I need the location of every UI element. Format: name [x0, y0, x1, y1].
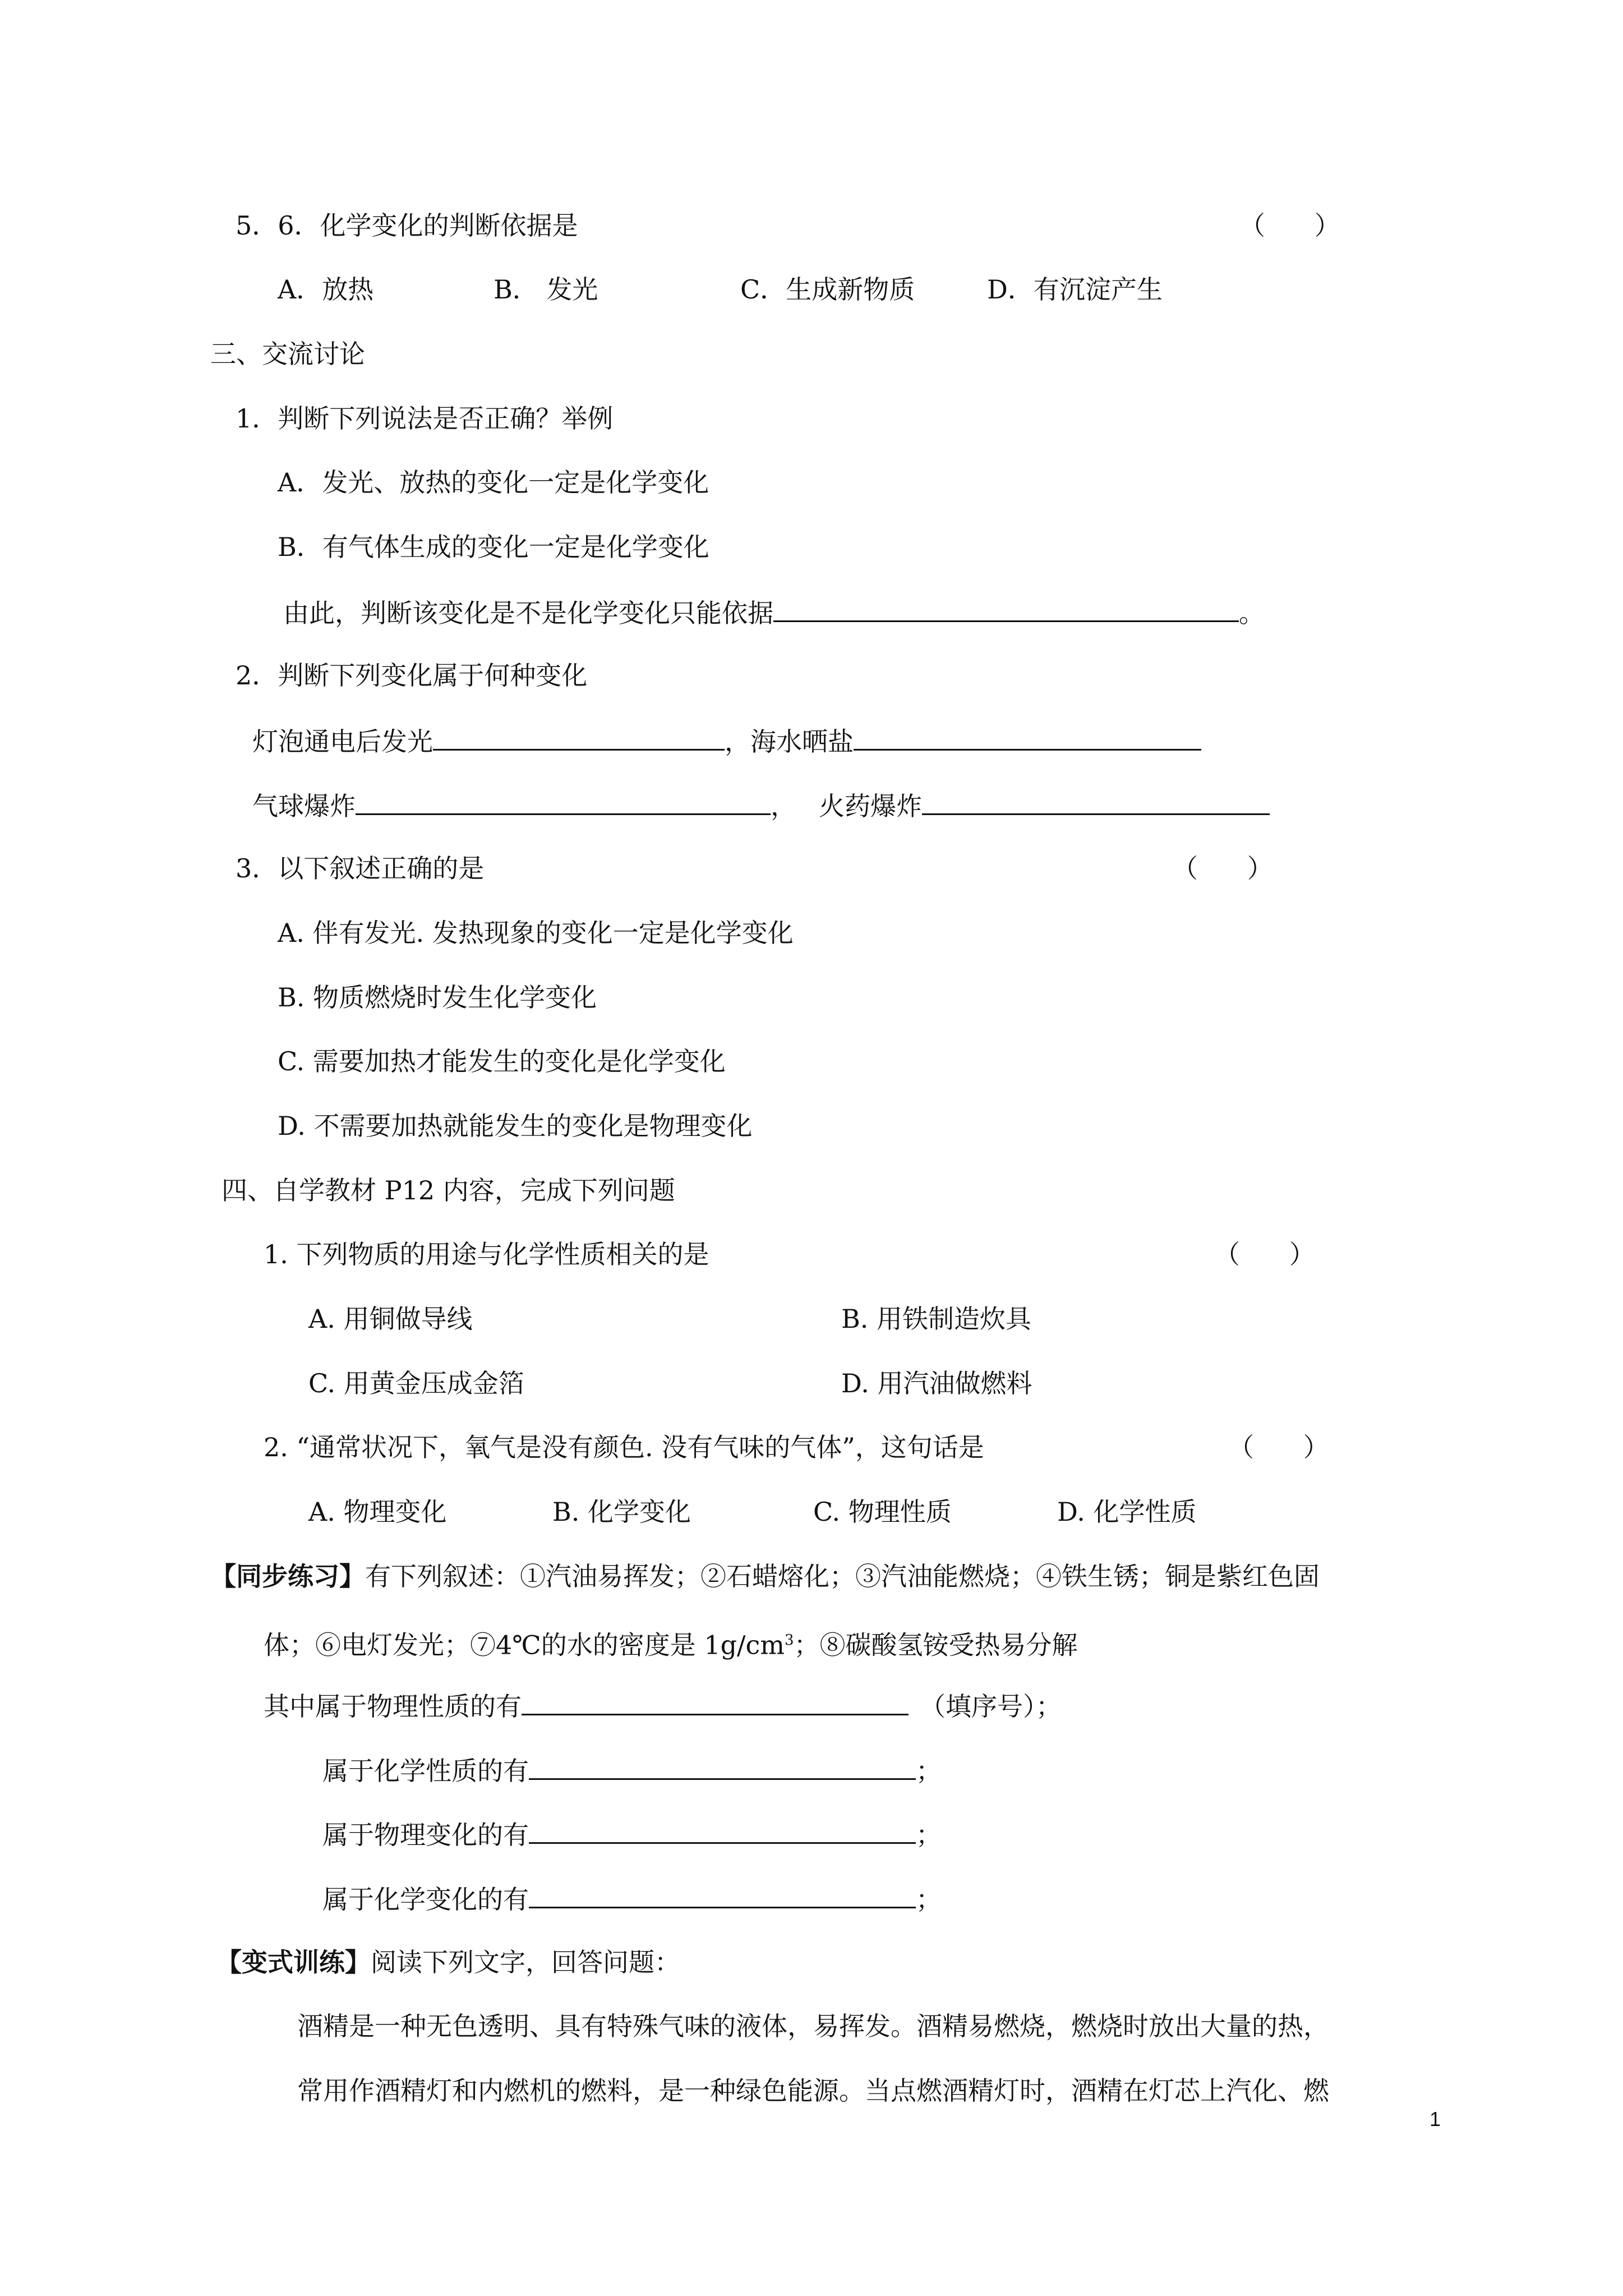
item-balloon: 气球爆炸 [252, 791, 356, 821]
item-gunpowder: 火药爆炸 [819, 791, 922, 821]
answer-bracket: （ ） [1239, 210, 1340, 241]
practice-text: ；⑧碳酸氢铵受热易分解 [794, 1630, 1078, 1660]
question-3-2: 2．判断下列变化属于何种变化 [236, 660, 588, 691]
chemical-property-line [322, 1752, 942, 1786]
option-a: A．放热 [278, 274, 374, 305]
practice-tag: 【同步练习】 [210, 1561, 365, 1591]
option-d: D．有沉淀产生 [987, 274, 1163, 305]
variant-heading [216, 1945, 680, 1979]
label: 属于化学性质的有 [322, 1756, 529, 1786]
answer-blank[interactable] [529, 1881, 916, 1908]
answer-blank[interactable] [922, 788, 1270, 815]
variant-tag: 【变式训练】 [216, 1947, 371, 1977]
practice-text: 有下列叙述：①汽油易挥发；②石蜡熔化；③汽油能燃烧；④铁生锈；铜是紫红色固 [365, 1561, 1320, 1591]
option-d: D. 用汽油做燃料 [841, 1368, 1032, 1398]
variant-paragraph-line-2: 常用作酒精灯和内燃机的燃料，是一种绿色能源。当点燃酒精灯时，酒精在灯芯上汽化、燃 [297, 2076, 1329, 2106]
section-heading-4: 四、自学教材 P12 内容，完成下列问题 [222, 1175, 675, 1205]
answer-blank[interactable] [522, 1688, 909, 1715]
option-a: A. 伴有发光. 发热现象的变化一定是化学变化 [278, 918, 794, 948]
option-a: A. 用铜做导线 [308, 1304, 473, 1334]
physical-change-line [322, 1816, 942, 1850]
variant-intro: 阅读下列文字，回答问题： [371, 1947, 680, 1977]
option-b: B. 物质燃烧时发生化学变化 [278, 982, 597, 1013]
answer-blank[interactable] [773, 595, 1239, 622]
conclusion-line [283, 595, 1265, 628]
q2-row-1 [252, 723, 1201, 757]
answer-bracket: （ ） [1172, 853, 1273, 884]
section-heading-3: 三、交流讨论 [210, 339, 365, 369]
item-bulb: 灯泡通电后发光 [252, 726, 433, 757]
option-c: C．生成新物质 [740, 274, 915, 305]
superscript-3: 3 [784, 1632, 794, 1649]
question-4-1: 1. 下列物质的用途与化学性质相关的是 [264, 1239, 709, 1269]
physical-property-line [264, 1688, 1062, 1722]
semicolon: ； [916, 1820, 942, 1850]
period: 。 [1239, 598, 1265, 628]
practice-text: 体；⑥电灯发光；⑦4℃的水的密度是 1g/cm [264, 1630, 785, 1660]
variant-paragraph-line-1: 酒精是一种无色透明、具有特殊气味的液体，易挥发。酒精易燃烧，燃烧时放出大量的热， [297, 2011, 1329, 2041]
comma: ， [771, 791, 796, 821]
label: 属于化学变化的有 [322, 1884, 529, 1915]
page-number: 1 [1429, 2108, 1441, 2131]
option-d: D. 不需要加热就能发生的变化是物理变化 [278, 1111, 753, 1141]
option-b: B. 用铁制造炊具 [841, 1304, 1032, 1334]
option-c: C. 需要加热才能发生的变化是化学变化 [278, 1046, 726, 1076]
answer-bracket: （ ） [1214, 1239, 1315, 1269]
option-b: B. 化学变化 [552, 1497, 691, 1527]
option-c: C. 用黄金压成金箔 [308, 1368, 524, 1398]
chemical-change-line [322, 1881, 942, 1915]
answer-blank[interactable] [433, 723, 725, 751]
question-4-2: 2. “通常状况下，氧气是没有颜色. 没有气味的气体”，这句话是 [264, 1432, 984, 1462]
practice-line-2 [264, 1623, 1078, 1660]
question-5-6: 5．6．化学变化的判断依据是 [236, 210, 578, 241]
answer-blank[interactable] [529, 1752, 916, 1780]
label: 属于物理变化的有 [322, 1820, 529, 1850]
statement-a: A．发光、放热的变化一定是化学变化 [278, 467, 709, 498]
question-3-3: 3．以下叙述正确的是 [236, 853, 485, 884]
answer-blank[interactable] [854, 723, 1201, 751]
q2-row-2 [252, 788, 1270, 821]
option-b: B． 发光 [494, 274, 598, 305]
semicolon: ； [916, 1756, 942, 1786]
answer-blank[interactable] [529, 1816, 916, 1844]
option-c: C. 物理性质 [813, 1497, 952, 1527]
fill-hint: （填序号）； [920, 1691, 1062, 1722]
statement-b: B．有气体生成的变化一定是化学变化 [278, 532, 709, 562]
semicolon: ； [916, 1884, 942, 1915]
option-a: A. 物理变化 [308, 1497, 447, 1527]
comma: ， [725, 726, 750, 757]
option-d: D. 化学性质 [1057, 1497, 1197, 1527]
practice-line-1 [210, 1559, 1320, 1593]
item-sea-salt: 海水晒盐 [750, 726, 854, 757]
answer-bracket: （ ） [1228, 1432, 1329, 1462]
answer-blank[interactable] [356, 788, 771, 815]
conclusion-text: 由此，判断该变化是不是化学变化只能依据 [283, 598, 773, 628]
label: 其中属于物理性质的有 [264, 1691, 522, 1722]
question-3-1: 1．判断下列说法是否正确？举例 [236, 403, 614, 434]
